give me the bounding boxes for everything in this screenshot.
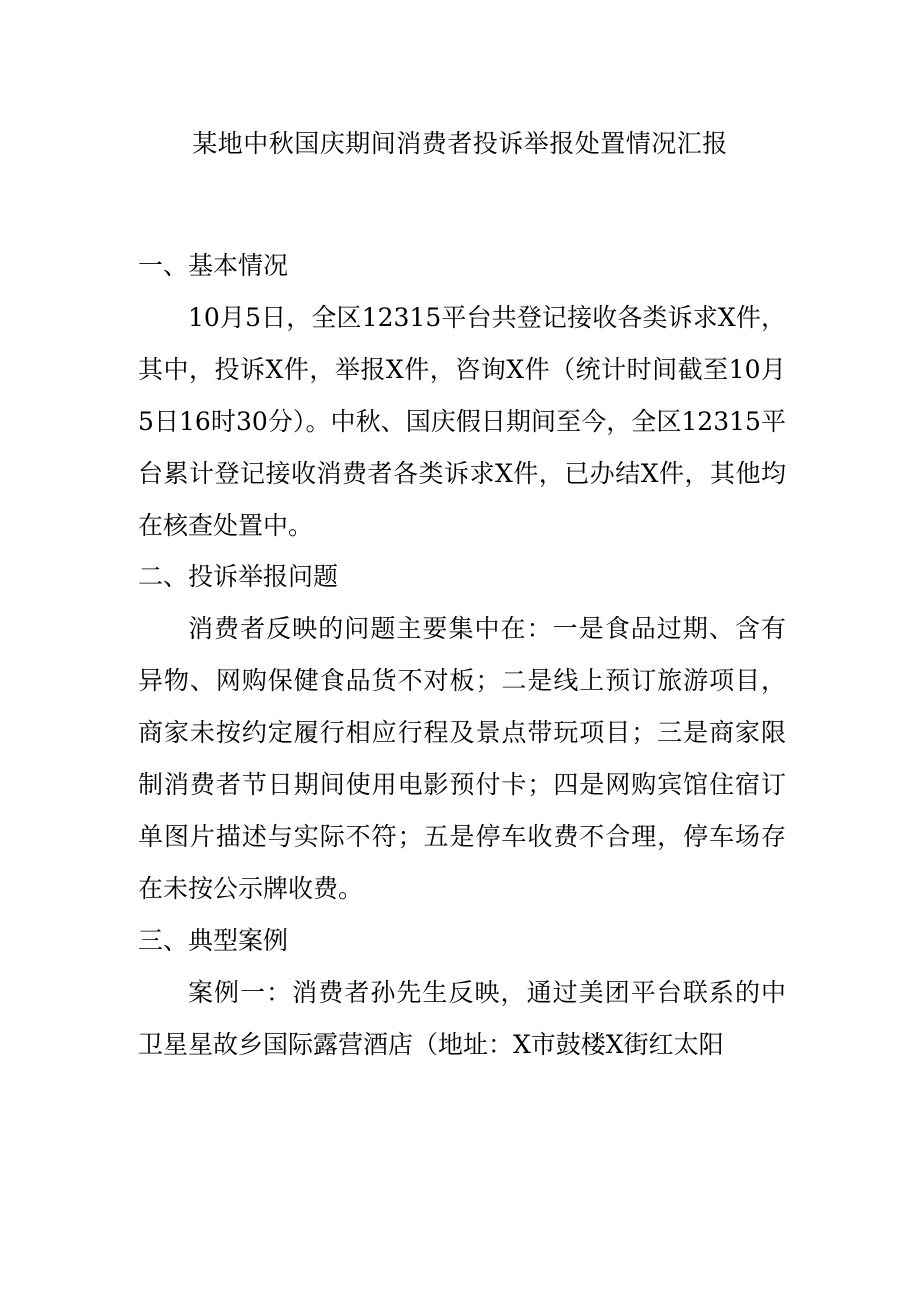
section-heading-typical-cases: 三、典型案例 xyxy=(138,925,289,955)
section-paragraph-basic-situation: 10月5日，全区12315平台共登记接收各类诉求X件，其中，投诉X件，举报X件，咨询X件（统计时间截至10月5日16时30分）。中秋、国庆假日期间至今，全区12315平台累计登记接收消费者各类诉求X件，已办结X件，其他均在核查处置中。 xyxy=(138,302,786,540)
section-paragraph-complaint-issues: 消费者反映的问题主要集中在：一是食品过期、含有异物、网购保健食品货不对板；二是线上预订旅游项目，商家未按约定履行相应行程及景点带玩项目；三是商家限制消费者节日期间使用电影预付卡；四是网购宾馆住宿订单图片描述与实际不符；五是停车收费不合理，停车场存在未按公示牌收费。 xyxy=(138,614,786,903)
document-title: 某地中秋国庆期间消费者投诉举报处置情况汇报 xyxy=(192,129,728,158)
document-body xyxy=(138,240,786,1071)
section-paragraph-case-one: 案例一：消费者孙先生反映，通过美团平台联系的中卫星星故乡国际露营酒店（地址：X市鼓楼X街红太阳 xyxy=(138,977,786,1059)
section-heading-complaint-issues: 二、投诉举报问题 xyxy=(138,562,339,592)
section-heading-basic-situation: 一、基本情况 xyxy=(138,251,289,280)
